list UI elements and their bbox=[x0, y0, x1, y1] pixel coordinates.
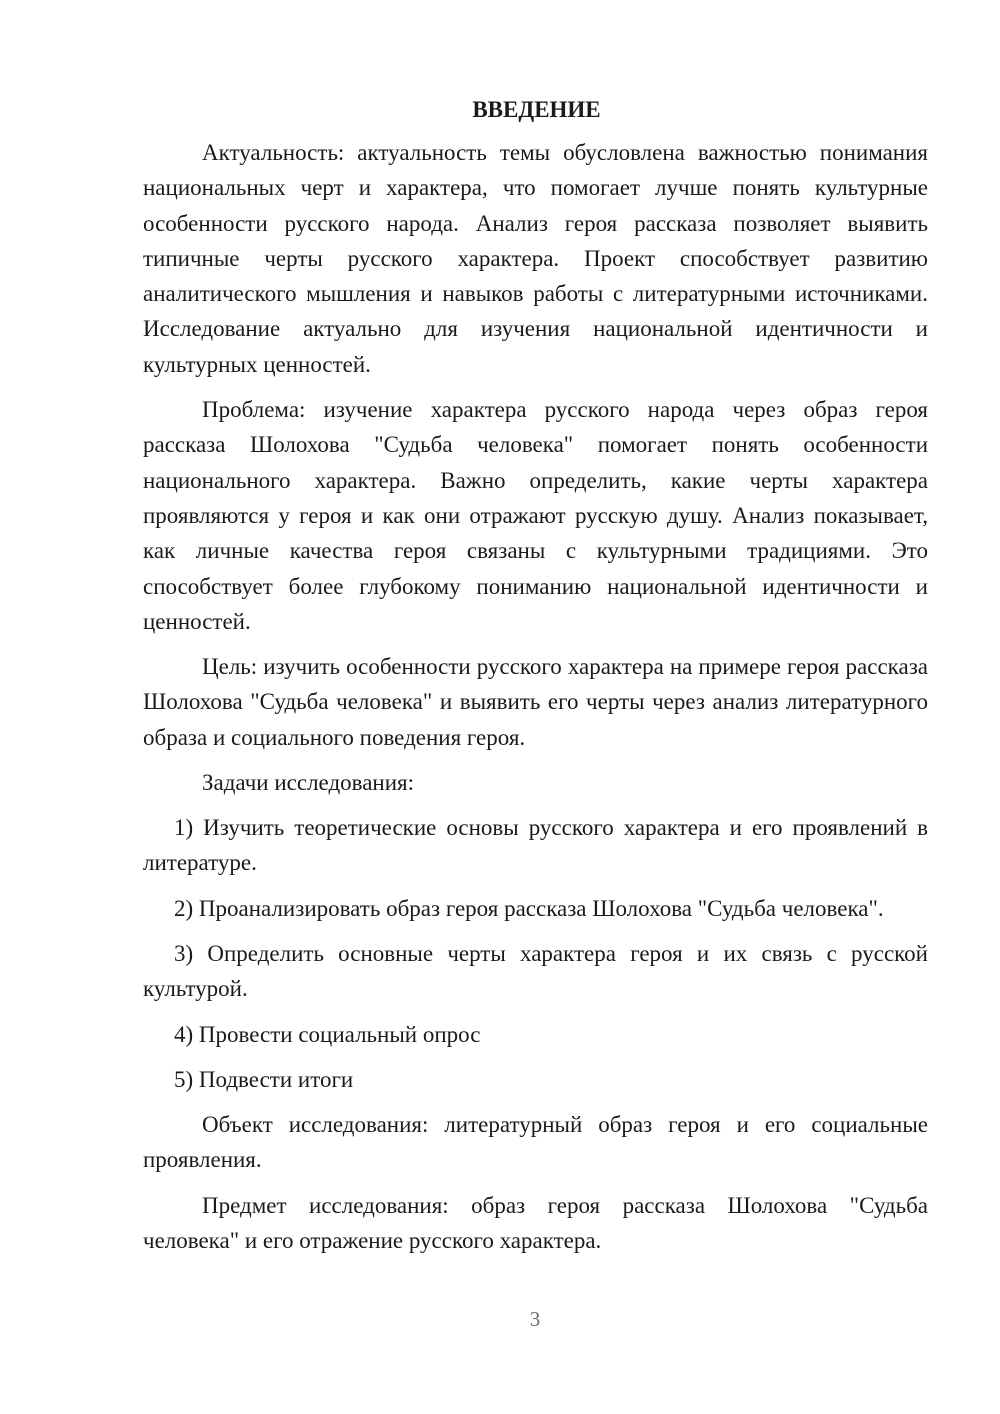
paragraph-subject: Предмет исследования: образ героя рассказа Шолохова "Судьба человека" и его отражение русского характера. bbox=[143, 1192, 928, 1254]
tasks-heading: Задачи исследования: bbox=[202, 770, 415, 796]
paragraph-relevance: Актуальность: актуальность темы обусловлена важностью понимания национальных черт и характера, что помогает лучше понять культурные особенности русского народа. Анализ героя рассказа позволяет выявить типичные черты русского характера. Проект способствует развитию аналитического мышления и навыков работы с литературными источниками. Исследование актуально для изучения национальной идентичности и культурных ценностей. bbox=[143, 140, 928, 377]
task-item-3: 3) Определить основные черты характера героя и их связь с русской культурой. bbox=[143, 940, 928, 1002]
paragraph-object: Объект исследования: литературный образ героя и его социальные проявления. bbox=[143, 1112, 928, 1173]
task-item-5: 5) Подвести итоги bbox=[174, 1066, 354, 1092]
page-content bbox=[143, 92, 928, 1268]
task-item-4: 4) Провести социальный опрос bbox=[174, 1021, 481, 1047]
paragraph-goal: Цель: изучить особенности русского характера на примере героя рассказа Шолохова "Судьба человека" и выявить его черты через анализ литературного образа и социального поведения героя. bbox=[143, 654, 928, 750]
paragraph-problem: Проблема: изучение характера русского народа через образ героя рассказа Шолохова "Судьба человека" помогает понять особенности национального характера. Важно определить, какие черты характера проявляются у героя и как они отражают русскую душу. Анализ показывает, как личные качества героя связаны с культурными традициями. Это способствует более глубокому пониманию национальной идентичности и ценностей. bbox=[143, 397, 928, 634]
section-title: ВВЕДЕНИЕ bbox=[472, 97, 601, 122]
page-number: 3 bbox=[529, 1307, 541, 1331]
task-item-1: 1) Изучить теоретические основы русского характера и его проявлений в литературе. bbox=[143, 815, 928, 876]
task-item-2: 2) Проанализировать образ героя рассказа Шолохова "Судьба человека". bbox=[174, 895, 884, 921]
